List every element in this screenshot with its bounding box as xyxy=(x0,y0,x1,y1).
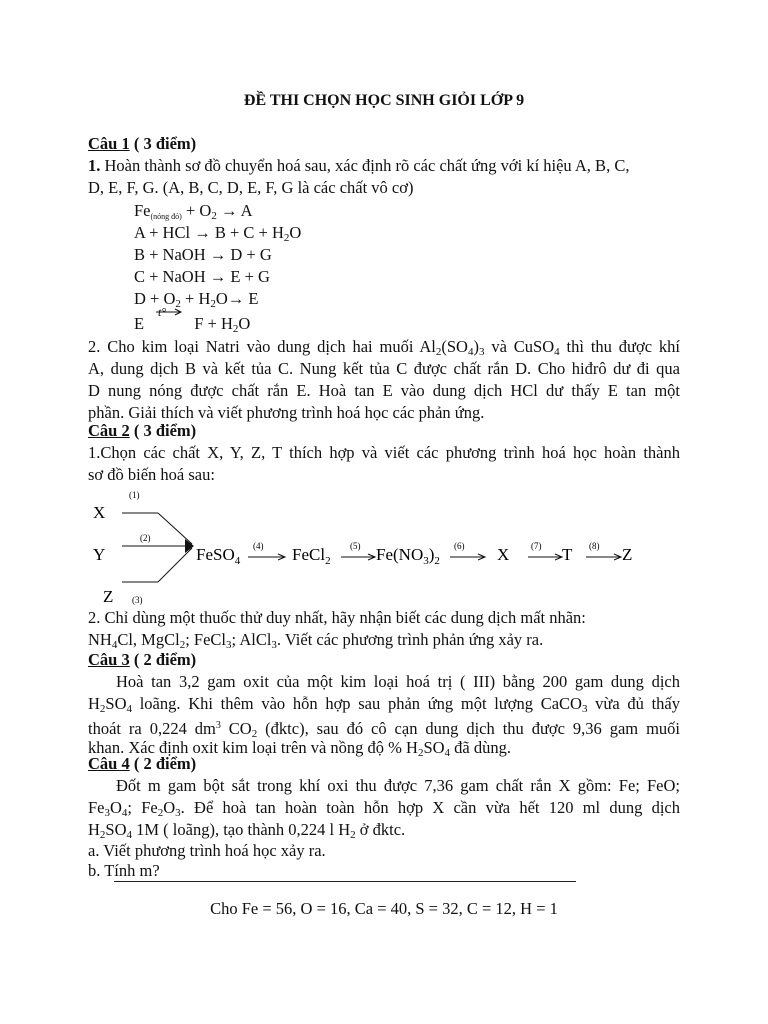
q3-l3c: (đktc), sau đó cô cạn dung dịch thu được 9,36 gam muối xyxy=(257,719,680,738)
diagram-fecl2: FeCl$_2$ xyxy=(292,545,331,567)
q1-part2-sub1: 2 xyxy=(435,346,442,358)
reaction-2-text: A + HCl → B + C + H xyxy=(134,223,284,242)
question-1-label: Câu 1 xyxy=(88,134,130,153)
diagram-z: Z xyxy=(103,587,114,606)
q4-l2-sub2: 4 xyxy=(121,807,128,819)
q3-l3-sup: 3 xyxy=(215,720,221,731)
q4-l3c: 1M ( loãng), tạo thành 0,224 l H xyxy=(132,820,351,839)
q3-l4-sub2: 4 xyxy=(444,747,451,759)
q2-part1-line2: sơ đồ biến hoá sau: xyxy=(88,465,215,484)
q4-item-a: a. Viết phương trình hoá học xảy ra. xyxy=(88,841,326,860)
diagram-x: X xyxy=(93,503,106,522)
diagram-step-7: (7) xyxy=(531,541,542,551)
q3-l4a: khan. Xác định oxit kim loại trên và nồng độ % H xyxy=(88,738,418,757)
q4-l2-sub4: 3 xyxy=(175,807,181,819)
q2-part1-line1: 1.Chọn các chất X, Y, Z, T thích hợp và viết các phương trình hoá học hoàn thành xyxy=(88,443,680,462)
q2-p2-a: NH xyxy=(88,630,112,649)
q2-p2-d: ; AlCl xyxy=(231,630,272,649)
q1-part2-sub2: 4 xyxy=(467,346,474,358)
q4-l2b: O xyxy=(110,798,122,817)
q2-p2-sub4: 3 xyxy=(271,639,277,651)
question-3-points: ( 2 điểm) xyxy=(129,650,197,669)
q1-part1-line2: D, E, F, G. (A, B, C, D, E, F, G là các chất vô cơ) xyxy=(88,178,414,197)
q2-p2-e: . Viết các phương trình phản ứng xảy ra. xyxy=(276,630,544,649)
question-4-heading xyxy=(88,753,196,775)
q3-l2b: SO xyxy=(105,694,127,713)
q1-part1-line1 xyxy=(88,155,629,177)
question-1-heading xyxy=(88,133,196,155)
q3-l2-sub3: 3 xyxy=(581,703,588,715)
q4-l2d: O xyxy=(163,798,176,817)
q1-part2-l1e: thì thu được khí xyxy=(559,337,680,356)
reaction-6-e: E xyxy=(134,314,145,333)
question-4-label: Câu 4 xyxy=(88,754,130,773)
q4-l2c: ; Fe xyxy=(127,798,158,817)
reaction-5-a: D + O xyxy=(134,289,176,308)
q4-l3d: ở đktc. xyxy=(355,820,406,839)
q1-part2-sub3: 3 xyxy=(478,346,485,358)
diagram-step-1: (1) xyxy=(129,490,140,500)
q3-l3a: thoát ra 0,224 dm xyxy=(88,719,216,738)
reaction-1-tail: → A xyxy=(216,201,253,220)
q3-l2c: loãng. Khi thêm vào hỗn hợp sau phản ứng một lượng CaCO xyxy=(132,694,582,713)
question-2-label: Câu 2 xyxy=(88,421,130,440)
question-3-label: Câu 3 xyxy=(88,650,130,669)
question-3-heading xyxy=(88,649,196,671)
diagram-feso4: FeSO$_4$ xyxy=(196,545,241,567)
diagram-step-3: (3) xyxy=(132,595,143,605)
q4-item-b: b. Tính m? xyxy=(88,861,160,880)
q3-l2a: H xyxy=(88,694,100,713)
q4-l3-sub1: 2 xyxy=(99,829,106,841)
q1-part2-l1d: và CuSO xyxy=(484,337,555,356)
reaction-5-sub2: 2 xyxy=(210,298,216,310)
reaction-6-tail: O xyxy=(238,314,251,333)
diagram-feno3: $Fe(NO_3)_2$ xyxy=(376,545,440,567)
question-4-points: ( 2 điểm) xyxy=(129,754,197,773)
q1-part2-l1b: (SO xyxy=(441,337,468,356)
footer-divider xyxy=(114,881,576,882)
q1-part1-number: 1. xyxy=(88,156,101,175)
q4-l3-sub2: 4 xyxy=(126,829,133,841)
diagram-t: T xyxy=(562,545,573,564)
q3-line1: Hoà tan 3,2 gam oxit của một kim loại hoá trị ( III) bằng 200 gam dung dịch xyxy=(116,672,680,691)
diagram-z-product: Z xyxy=(622,545,633,564)
reaction-1-fe: Fe xyxy=(134,201,151,220)
q1-part2-line2: A, dung dịch B và kết tủa C. Nung kết tủa C được chất rắn D. Cho hiđrô dư đi qua xyxy=(88,359,680,378)
diagram-step-2: (2) xyxy=(140,533,151,543)
q3-l4-sub1: 2 xyxy=(417,747,424,759)
reaction-3: B + NaOH → D + G xyxy=(134,245,272,264)
q3-l4b: SO xyxy=(423,738,445,757)
q2-p2-b: Cl, MgCl xyxy=(117,630,180,649)
reaction-6-temperature: t° xyxy=(158,305,167,319)
q1-part2-l1c: ) xyxy=(473,337,479,356)
reaction-5 xyxy=(134,288,259,315)
question-2-heading xyxy=(88,420,196,442)
q3-l3b: CO xyxy=(220,719,252,738)
q2-p2-sub2: 2 xyxy=(179,639,186,651)
q4-l2-sub3: 2 xyxy=(157,807,164,819)
diagram-y: Y xyxy=(93,545,106,564)
q2-p2-sub3: 3 xyxy=(226,639,232,651)
diagram-step-4: (4) xyxy=(253,541,264,551)
diagram-step-6: (6) xyxy=(454,541,465,551)
diagram-line-z-diag xyxy=(158,548,192,582)
reaction-1-o: + O xyxy=(181,201,212,220)
q3-l2-sub2: 4 xyxy=(126,703,133,715)
diagram-line-x-diag xyxy=(158,513,192,544)
q2-p2-sub1: 4 xyxy=(111,639,118,651)
q1-part2-line4: phần. Giải thích và viết phương trình hoá học các phản ứng. xyxy=(88,403,485,422)
reaction-5-c: O→ E xyxy=(215,289,259,308)
diagram-x-product: X xyxy=(497,545,510,564)
q1-part1-text: Hoàn thành sơ đồ chuyển hoá sau, xác định rõ các chất ứng với kí hiệu A, B, C, xyxy=(100,156,630,175)
page-title: ĐỀ THI CHỌN HỌC SINH GIỎI LỚP 9 xyxy=(243,92,525,109)
q4-l3-sub3: 2 xyxy=(350,829,356,841)
diagram-step-5: (5) xyxy=(350,541,361,551)
q3-l3-sub: 2 xyxy=(251,728,258,740)
reaction-6-sub: 2 xyxy=(232,323,239,335)
reaction-2-tail: O xyxy=(289,223,302,242)
reaction-5-b: + H xyxy=(180,289,211,308)
reaction-4: C + NaOH → E + G xyxy=(134,267,270,286)
question-1-points: ( 3 điểm) xyxy=(129,134,197,153)
reaction-6-arrow-icon xyxy=(154,307,184,317)
diagram-step-8: (8) xyxy=(589,541,600,551)
q1-part2-sub4: 4 xyxy=(554,346,560,358)
q3-l4c: đã dùng. xyxy=(450,738,511,757)
q4-l2-sub1: 3 xyxy=(104,807,110,819)
reaction-1-condition: (nóng đỏ) xyxy=(150,212,182,221)
q2-part2-line1: 2. Chỉ dùng một thuốc thử duy nhất, hãy nhận biết các dung dịch mất nhãn: xyxy=(88,608,586,627)
reaction-1-sub: 2 xyxy=(211,210,217,222)
q3-l2-sub1: 2 xyxy=(99,703,106,715)
q4-l2e: . Để hoà tan hoàn toàn hỗn hợp X cần vừa hết 120 ml dung dịch xyxy=(180,798,680,817)
q1-part2-line3: D nung nóng được chất rắn E. Hoà tan E vào dung dịch HCl dư thấy E tan một xyxy=(88,381,680,400)
reaction-5-sub1: 2 xyxy=(175,298,181,310)
q4-l3a: H xyxy=(88,820,100,839)
reaction-2-sub: 2 xyxy=(283,232,290,244)
q4-line1: Đốt m gam bột sắt trong khí oxi thu được 7,36 gam chất rắn X gồm: Fe; FeO; xyxy=(116,776,680,795)
q3-l2d: vừa đủ thấy xyxy=(587,694,680,713)
question-2-points: ( 3 điểm) xyxy=(129,421,197,440)
q1-part2-l1a: 2. Cho kim loại Natri vào dung dịch hai muối Al xyxy=(88,337,436,356)
reaction-6-rest: F + H xyxy=(194,314,233,333)
q4-l2a: Fe xyxy=(88,798,105,817)
conversion-diagram xyxy=(88,480,680,610)
atomic-masses-footer: Cho Fe = 56, O = 16, Ca = 40, S = 32, C = 12, H = 1 xyxy=(210,899,558,918)
q4-l3b: SO xyxy=(105,820,127,839)
q2-p2-c: ; FeCl xyxy=(185,630,227,649)
